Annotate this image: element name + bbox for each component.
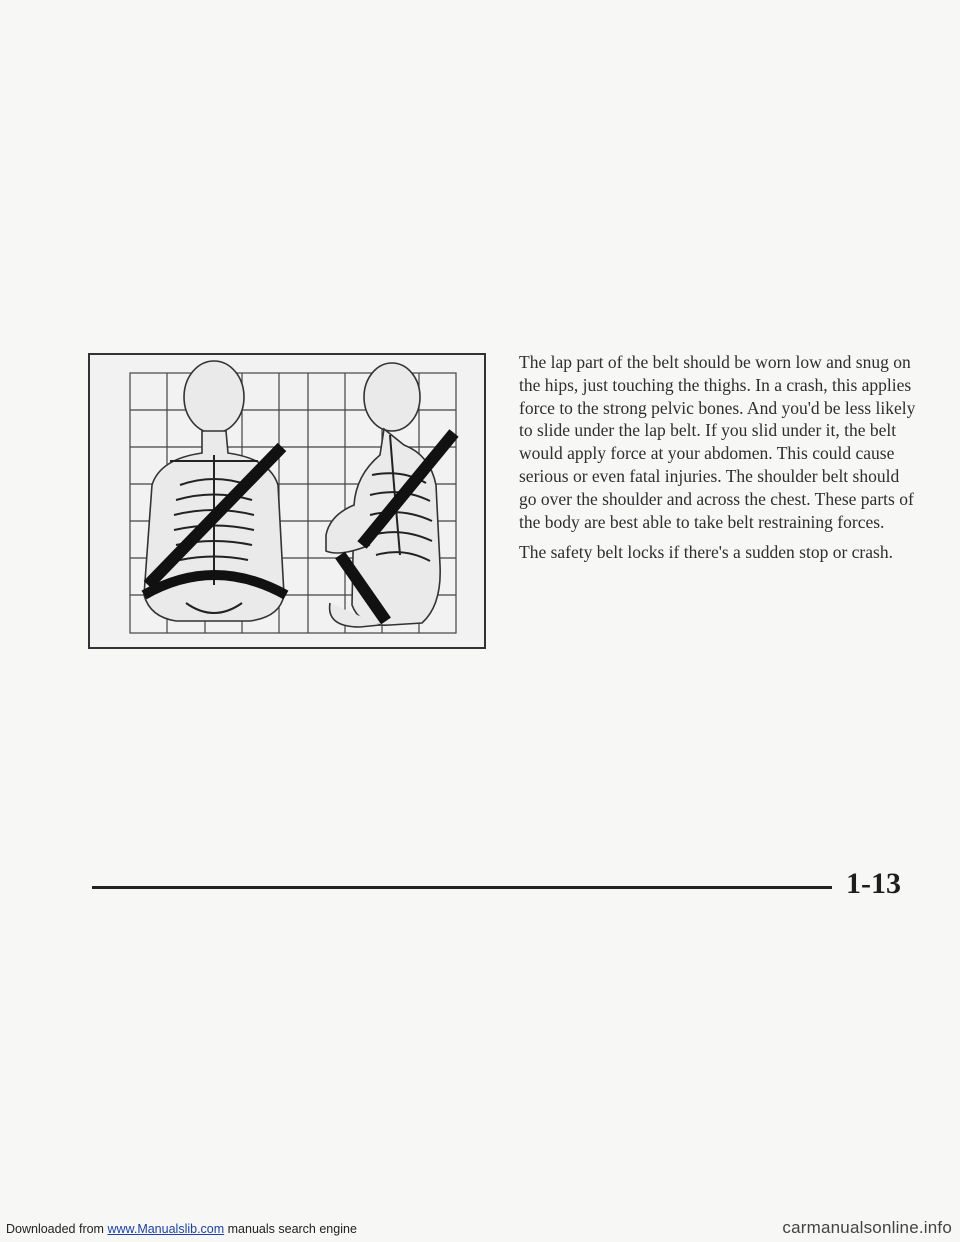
footer-rule bbox=[92, 886, 832, 889]
download-prefix: Downloaded from bbox=[6, 1222, 108, 1236]
body-text bbox=[519, 351, 919, 572]
download-notice bbox=[6, 1222, 357, 1236]
manualslib-link[interactable]: www.Manualslib.com bbox=[107, 1222, 225, 1236]
safety-belt-illustration bbox=[88, 353, 486, 649]
skeleton-belt-icon bbox=[90, 355, 484, 647]
paragraph-lap-belt: The lap part of the belt should be worn low and snug on the hips, just touching the thighs. In a crash, this applies force to the strong pelvic bones. And you'd be less likely to slide under the lap belt. If you slid under it, the belt would apply force at your abdomen. This could cause serious or even fatal injuries. The shoulder belt should go over the shoulder and across the chest. These parts of the body are best able to take belt restraining forces. bbox=[519, 352, 916, 532]
watermark: carmanualsonline.info bbox=[782, 1218, 952, 1237]
page-number: 1-13 bbox=[846, 867, 901, 900]
download-suffix: manuals search engine bbox=[224, 1222, 357, 1236]
paragraph-belt-locks: The safety belt locks if there's a sudden stop or crash. bbox=[519, 542, 893, 563]
